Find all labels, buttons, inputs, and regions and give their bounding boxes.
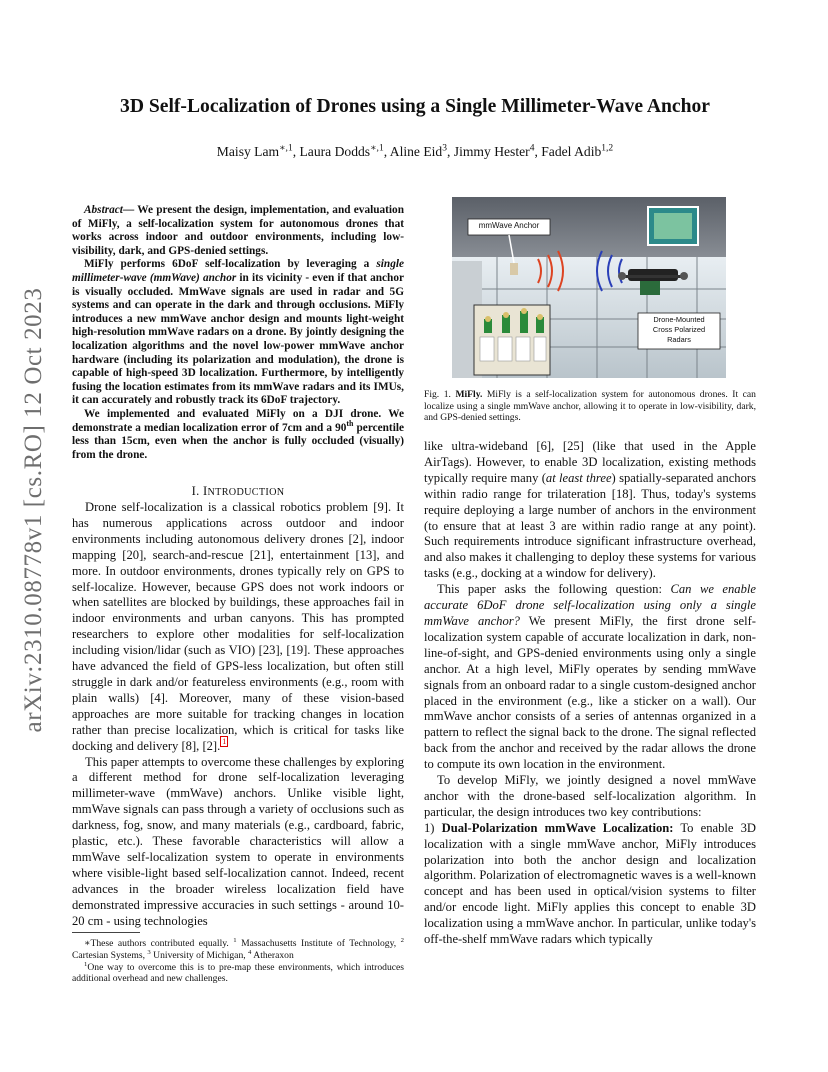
- footnote-link[interactable]: 1: [222, 737, 227, 747]
- author: Fadel Adib: [541, 144, 602, 159]
- author: Maisy Lam: [216, 144, 280, 159]
- abstract-paragraph: Abstract— We present the design, implementation, and evaluation of MiFly, a self-localization system for autonomous drones that works across indoor and outdoor environments, including low-visibility, dark, and GPS-denied settings.: [72, 204, 404, 257]
- abstract-paragraph: We implemented and evaluated MiFly on a DJI drone. We demonstrate a median localization error of 7cm and a 90th percentile less than 15cm, even when the anchor is fully occluded (visually) from the drone.: [72, 407, 404, 461]
- introduction-text: [72, 500, 404, 929]
- footnote: $^1$One way to overcome this is to pre-map these environments, which introduces additional overhead and new challenges.: [72, 960, 404, 985]
- figure-caption: Fig. 1. MiFly. MiFly is a self-localization system for autonomous drones. It can localize using a single mmWave anchor, allowing it to operate in low-visibility, dark, and GPS-denied settings.: [424, 389, 756, 424]
- author: Laura Dodds: [299, 144, 371, 159]
- footnote: ∗These authors contributed equally. $^1$ Massachusetts Institute of Technology, $^2$ Cartesian Systems, $^3$ University of Michigan, $^4$ Atheraxon: [72, 936, 404, 961]
- body-paragraph: like ultra-wideband [6], [25] (like that used in the Apple AirTags). However, to enable 3D localization, existing methods typically require many (at least three) spatially-separated anchors within radio range for trilateration [18]. Thus, today's systems require deploying a large number of anchors in the environment (to ensure that at least 3 are within radio range at any point). Such requirements introduce significant infrastructure overhead, and also makes it challenging to deploy these systems for various tasks (e.g., docking at a window for delivery).: [424, 439, 756, 581]
- figure-photo: [452, 197, 726, 378]
- author: Aline Eid: [389, 144, 443, 159]
- abstract-paragraph: MiFly performs 6DoF self-localization by leveraging a single millimeter-wave (mmWave) anchor in its vicinity - even if that anchor is visually occluded. MmWave signals are used in radar and 5G systems and can operate in the dark and through occlusions. MiFly introduces a new mmWave anchor design and mounts light-weight high-resolution mmWave radars on a drone. By jointly designing the localization algorithms and the novel low-power mmWave anchor hardware (including its polarization and modulation), the drone is capable of high-speed 3D localization. Furthermore, by intelligently fusing the location estimates from its mmWave radars and its IMUs, it can accurately and robustly track its 6DoF trajectory.: [72, 258, 404, 407]
- author: Jimmy Hester: [453, 144, 530, 159]
- arxiv-stamp-text: arXiv:2310.08778v1 [cs.RO] 12 Oct 2023: [20, 287, 47, 733]
- body-paragraph: To develop MiFly, we jointly designed a novel mmWave anchor with the drone-based self-localization algorithm. In particular, the design introduces two key contributions:: [424, 773, 756, 819]
- abstract: [72, 204, 404, 462]
- abstract-label: Abstract: [84, 204, 123, 216]
- right-column-text: [424, 439, 756, 948]
- arxiv-stamp: [14, 287, 54, 733]
- figure-label-anchor: mmWave Anchor: [478, 221, 540, 230]
- footnote-divider: [72, 932, 140, 933]
- list-item: 1) Dual-Polarization mmWave Localization: To enable 3D localization with a single mmWave anchor, MiFly introduces polarization into both the anchor design and localization algorithm. Polarization of electromagnetic waves is a well-known concept and has been used in optical/vision systems to filter and/or encode light. MiFly applies this concept to enable 3D localization using a mmWave anchor. In particular, unlike today's off-the-shelf mmWave radars which typically: [424, 820, 756, 947]
- body-paragraph: This paper asks the following question: Can we enable accurate 6DoF drone self-localization using only a single mmWave anchor? We present MiFly, the first drone self-localization system capable of accurate localization in dark, non-line-of-sight, and GPS-denied environments using only a single anchor. At a high level, MiFly operates by sending mmWave signals from an onboard radar to a single custom-designed anchor placed in the environment (e.g., like a sticker on a wall). Our mmWave anchor consists of a series of antennas organized in a pattern to reflect the signal back to the drone. The signal reflected back from the anchor and received by the radar allows the drone to compute its own location in the environment.: [424, 582, 757, 772]
- footnotes: [72, 938, 404, 985]
- body-paragraph: This paper attempts to overcome these challenges by exploring a different method for drone self-localization leveraging millimeter-wave (mmWave) anchors. Unlike visible light, mmWave signals can pass through a variety of occlusions such as darkness, fog, snow, and many materials (e.g., cardboard, fabric, plastic, etc.). These favorable characteristics will allow a mmWave self-localization system to operate in environments where visible-light based self-localization cannot. Indeed, recent advances in the broader wireless localization field have demonstrated impressive accuracies in such settings - around 10-20 cm - using technologies: [72, 754, 404, 928]
- author-list: Maisy Lam$^{∗,1}$, Laura Dodds$^{∗,1}$, Aline Eid$^3$, Jimmy Hester$^4$, Fadel Adib$^{1,2}$: [216, 143, 614, 159]
- figure-label-radars: Drone-Mounted Cross Polarized Radars: [652, 315, 706, 344]
- section-heading: I. INTRODUCTION: [191, 484, 285, 498]
- paper-title: 3D Self-Localization of Drones using a Single Millimeter-Wave Anchor: [120, 96, 710, 117]
- body-paragraph: Drone self-localization is a classical robotics problem [9]. It has numerous applications across outdoor and indoor environments including autonomous delivery drones [2], indoor mapping [20], search-and-rescue [21], entertainment [13], and more. In outdoor environments, drones typically rely on GPS to self-localize. However, because GPS does not work indoors or when satellites are blocked by buildings, these approaches fail in indoor environments and urban canyons. This has prompted researchers to explore other modalities for self-localization including vision/lidar (such as VIO) [23], [19]. These approaches have advanced the field of GPS-less localization, but often still struggle in dark and/or featureless environments (e.g., room with plain walls) [4]. Moreover, many of these vision-based approaches are more suitable for tracking changes in location rather than precise localization, which is critical for tasks like docking and delivery [8], [2]. $^1$: [72, 500, 404, 753]
